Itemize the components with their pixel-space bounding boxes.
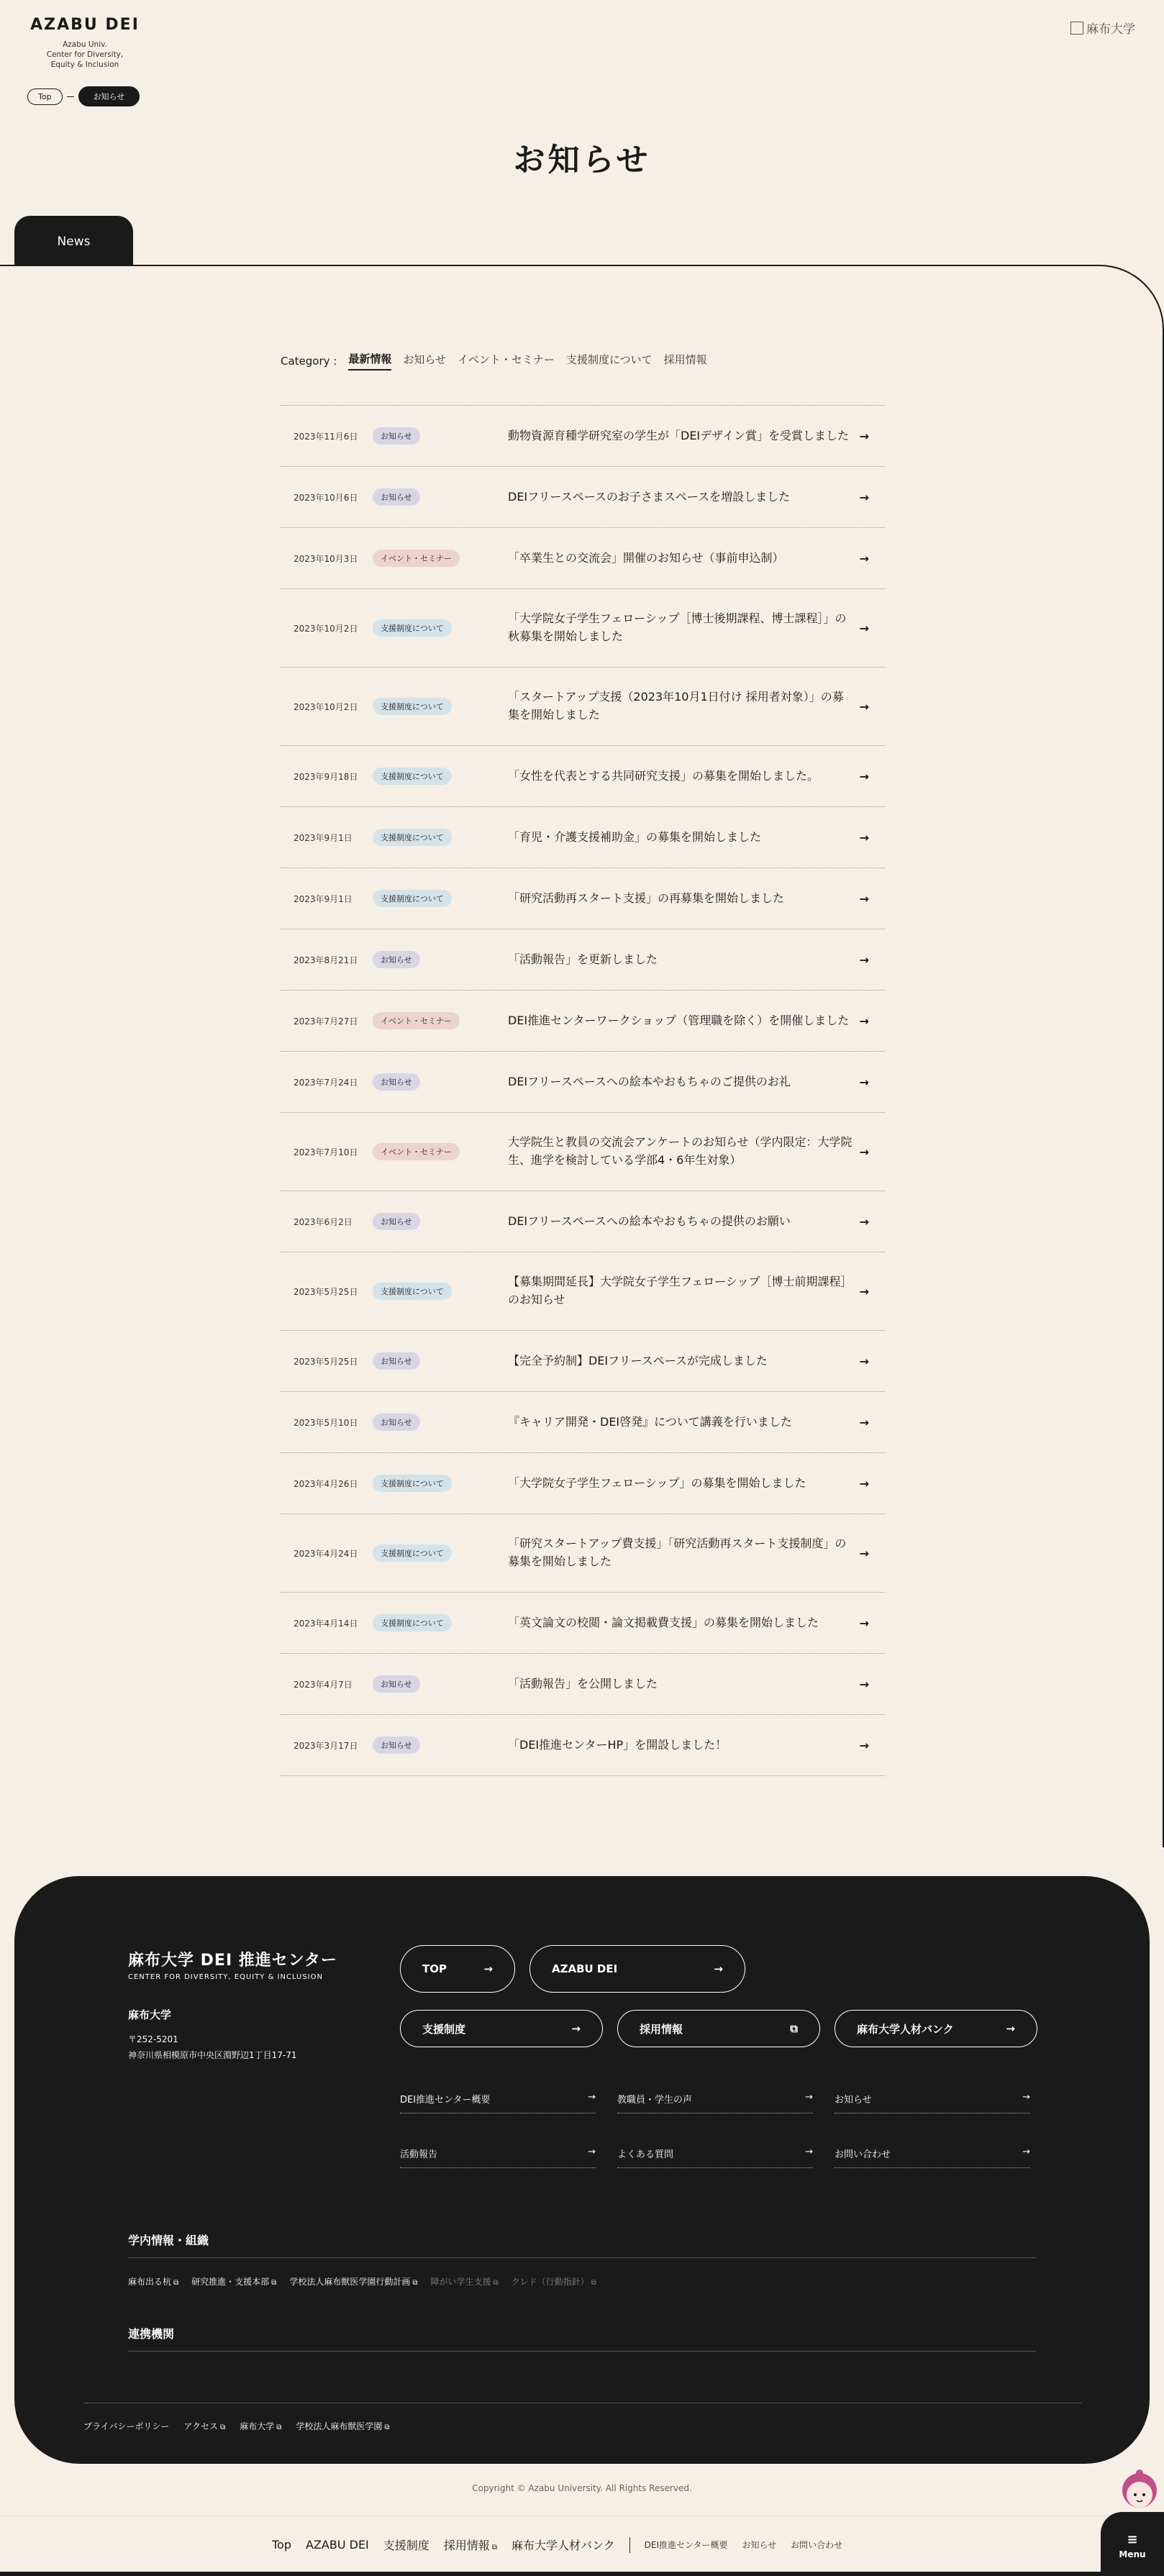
news-row[interactable]: [281, 746, 885, 807]
external-link-icon: ⧉: [220, 2423, 226, 2431]
footer-support-label: 支援制度: [422, 2022, 466, 2036]
footer-link-faq[interactable]: [617, 2147, 813, 2168]
news-title[interactable]: 大学院生と教員の交流会アンケートのお知らせ（学内限定：大学院生、進学を検討している学部4・6年生対象）: [508, 1135, 852, 1167]
bottom-nav: [0, 2516, 1164, 2572]
news-badge-wrap: [373, 951, 508, 968]
bottom-nav-news[interactable]: お知らせ: [742, 2540, 777, 2550]
news-date: 2023年10月6日: [294, 492, 358, 503]
arrow-right-icon: →: [859, 1616, 869, 1630]
arrow-right-icon: →: [859, 769, 869, 783]
arrow-right-icon: →: [859, 621, 869, 635]
divider: [629, 2537, 630, 2553]
news-badge-wrap: [373, 1143, 508, 1160]
footer-bottom-links: [83, 2420, 390, 2432]
menu-label: Menu: [1119, 2549, 1146, 2559]
news-badge-wrap: [373, 1675, 508, 1693]
hamburger-icon: ≡: [1127, 2532, 1138, 2547]
internal-link-label: 学校法人麻布獣医学園行動計画: [289, 2277, 411, 2287]
footer-top-button[interactable]: [400, 1945, 515, 1993]
footer-link-contact[interactable]: [835, 2147, 1030, 2168]
logo-subtitle: [27, 40, 142, 70]
news-date: 2023年7月10日: [294, 1147, 358, 1157]
arrow-right-icon: →: [1006, 2022, 1015, 2035]
footer-link-label: 教職員・学生の声: [617, 2095, 693, 2106]
news-date: 2023年10月2日: [294, 623, 358, 634]
arrow-right-icon: →: [859, 1738, 869, 1752]
news-badge-wrap: [373, 1073, 508, 1091]
bottom-nav-links: [272, 2536, 842, 2553]
category-badge: お知らせ: [373, 427, 420, 445]
footer-link-voices[interactable]: [617, 2092, 813, 2113]
bottom-nav-center[interactable]: DEI推進センター概要: [644, 2540, 728, 2550]
news-list: [281, 405, 885, 1776]
arrow-right-icon: →: [859, 1075, 869, 1089]
arrow-right-icon: →: [859, 1284, 869, 1298]
category-badge: お知らせ: [373, 1414, 420, 1431]
category-badge: お知らせ: [373, 1352, 420, 1370]
university-name: 麻布大学: [1086, 22, 1135, 37]
footer-street: 神奈川県相模原市中央区淵野辺1丁目17-71: [128, 2049, 297, 2060]
news-row[interactable]: [281, 1593, 885, 1654]
internal-link-label: 研究推進・支援本部: [191, 2277, 270, 2287]
arrow-right-icon: →: [571, 2022, 581, 2035]
mascot-icon: [1114, 2469, 1161, 2515]
news-badge-wrap: [373, 1283, 508, 1300]
footer-azabu-dei-button[interactable]: [529, 1945, 745, 1993]
bottom-nav-bank[interactable]: 麻布大学人材バンク: [511, 2539, 615, 2552]
internal-link[interactable]: [191, 2275, 276, 2288]
privacy-link[interactable]: プライバシーポリシー: [83, 2421, 170, 2431]
bottom-nav-recruit[interactable]: [444, 2536, 497, 2553]
arrow-right-icon: →: [859, 952, 869, 967]
news-row[interactable]: [281, 1654, 885, 1715]
news-date: 2023年4月24日: [294, 1548, 358, 1559]
news-title[interactable]: 【募集期間延長】大学院女子学生フェローシップ［博士前期課程］のお知らせ: [508, 1275, 852, 1306]
footer-support-button[interactable]: [400, 2010, 603, 2047]
news-row[interactable]: [281, 1252, 885, 1331]
category-badge: お知らせ: [373, 951, 420, 968]
logo-sub-line: Azabu Univ.: [63, 40, 107, 49]
news-row[interactable]: [281, 406, 885, 467]
news-title[interactable]: 「大学院女子学生フェローシップ［博士後期課程、博士課程］」の秋募集を開始しました: [508, 611, 847, 643]
news-date: 2023年4月7日: [294, 1679, 353, 1690]
news-title[interactable]: DEIフリースペースのお子さまスペースを増設しました: [508, 489, 791, 504]
category-event[interactable]: イベント・セミナー: [457, 353, 555, 366]
internal-link-label: クレド（行動指針）: [511, 2277, 589, 2287]
news-badge-wrap: [373, 550, 508, 567]
arrow-right-icon: →: [805, 2092, 813, 2103]
external-link-icon: ⧉: [591, 2279, 596, 2287]
news-date: 2023年5月25日: [294, 1286, 358, 1297]
footer-org: 麻布大学: [128, 2008, 172, 2021]
footer-link-label: 活動報告: [400, 2149, 438, 2160]
news-date: 2023年5月10日: [294, 1417, 358, 1428]
internal-link[interactable]: [289, 2275, 417, 2288]
news-date: 2023年4月14日: [294, 1618, 358, 1629]
bottom-nav-contact[interactable]: お問い合わせ: [791, 2540, 843, 2550]
category-badge: お知らせ: [373, 1213, 420, 1230]
news-title[interactable]: 「研究スタートアップ費支援」「研究活動再スタート支援制度」の募集を開始しました: [508, 1537, 847, 1568]
news-title[interactable]: 「DEI推進センターHP」を開設しました！: [508, 1737, 727, 1752]
arrow-right-icon: →: [588, 2147, 596, 2157]
footer-address: [128, 2006, 297, 2063]
news-date: 2023年5月25日: [294, 1356, 358, 1367]
news-title[interactable]: 『キャリア開発・DEI啓発』について講義を行いました: [508, 1414, 792, 1429]
news-title[interactable]: 動物資源育種学研究室の学生が「DEIデザイン賞」を受賞しました: [508, 428, 850, 442]
news-badge-wrap: [373, 1213, 508, 1230]
category-filter: [281, 351, 707, 370]
category-badge: 支援制度について: [373, 890, 452, 907]
bottom-nav-azabu-dei[interactable]: AZABU DEI: [306, 2538, 369, 2552]
news-title[interactable]: 「研究活動再スタート支援」の再募集を開始しました: [508, 891, 785, 905]
arrow-right-icon: →: [859, 699, 869, 714]
gakuen-link[interactable]: [296, 2420, 389, 2432]
arrow-right-icon: →: [859, 1354, 869, 1368]
category-badge: 支援制度について: [373, 768, 452, 785]
news-badge-wrap: [373, 768, 508, 785]
news-badge-wrap: [373, 1012, 508, 1029]
news-title[interactable]: 「スタートアップ支援（2023年10月1日付け 採用者対象）」の募集を開始しました: [508, 690, 844, 722]
arrow-right-icon: →: [859, 830, 869, 845]
category-badge: お知らせ: [373, 1073, 420, 1091]
news-date: 2023年6月2日: [294, 1216, 353, 1227]
news-row[interactable]: [281, 467, 885, 528]
breadcrumb-current: お知らせ: [78, 86, 140, 106]
arrow-right-icon: →: [1022, 2092, 1030, 2103]
arrow-right-icon: →: [859, 1415, 869, 1429]
arrow-right-icon: →: [483, 1962, 493, 1975]
page-title: お知らせ: [513, 142, 651, 178]
news-title[interactable]: 【完全予約制】DEIフリースペースが完成しました: [508, 1353, 768, 1367]
footer-internal-links: [128, 2275, 596, 2288]
news-title[interactable]: DEI推進センターワークショップ（管理職を除く）を開催しました: [508, 1013, 850, 1027]
logo-sub-line: Center for Diversity,: [46, 50, 124, 60]
news-badge-wrap: [373, 1737, 508, 1754]
footer-link-label: お知らせ: [835, 2095, 872, 2106]
gakuen-link-label: 学校法人麻布獣医学園: [296, 2421, 383, 2431]
internal-link-label: 障がい学生支援: [430, 2277, 491, 2287]
footer-postal: 〒252-5201: [128, 2034, 178, 2044]
arrow-right-icon: →: [805, 2147, 813, 2157]
news-date: 2023年7月27日: [294, 1016, 358, 1027]
breadcrumb: [27, 86, 140, 106]
news-row[interactable]: [281, 1514, 885, 1593]
news-row[interactable]: [281, 1453, 885, 1514]
news-row[interactable]: [281, 528, 885, 589]
news-row[interactable]: [281, 1392, 885, 1453]
news-row[interactable]: [281, 589, 885, 668]
news-row[interactable]: [281, 1331, 885, 1392]
footer-azabu-dei-label: AZABU DEI: [552, 1962, 618, 1975]
external-link-icon: ⧉: [790, 2022, 798, 2035]
footer-recruit-button[interactable]: [617, 2010, 820, 2047]
arrow-right-icon: →: [859, 1214, 869, 1229]
arrow-right-icon: →: [859, 1677, 869, 1691]
news-row[interactable]: [281, 991, 885, 1052]
news-row[interactable]: [281, 1715, 885, 1776]
footer-logo-subtitle: CENTER FOR DIVERSITY, EQUITY & INCLUSION: [128, 1973, 323, 1981]
category-recruit[interactable]: 採用情報: [663, 353, 707, 366]
footer-top-label: TOP: [422, 1962, 447, 1975]
news-title[interactable]: 「卒業生との交流会」開催のお知らせ（事前申込制）: [508, 550, 784, 565]
news-badge-wrap: [373, 698, 508, 715]
footer-link-report[interactable]: [400, 2147, 596, 2168]
news-title[interactable]: 「育児・介護支援補助金」の募集を開始しました: [508, 829, 762, 844]
news-row[interactable]: [281, 1052, 885, 1113]
category-badge: 支援制度について: [373, 829, 452, 846]
footer-link-news[interactable]: [835, 2092, 1030, 2113]
news-row[interactable]: [281, 1113, 885, 1191]
category-support[interactable]: 支援制度について: [565, 353, 653, 366]
arrow-right-icon: →: [859, 551, 869, 565]
news-date: 2023年11月6日: [294, 431, 358, 442]
news-badge-wrap: [373, 1544, 508, 1562]
news-title[interactable]: 「英文論文の校閲・論文掲載費支援」の募集を開始しました: [508, 1615, 819, 1629]
access-link-label: アクセス: [183, 2421, 219, 2431]
footer: [14, 1876, 1150, 2464]
access-link[interactable]: [183, 2420, 225, 2432]
news-badge-wrap: [373, 1414, 508, 1431]
news-date: 2023年9月1日: [294, 832, 353, 843]
external-link-icon: ⧉: [271, 2279, 277, 2287]
site-logo[interactable]: [27, 16, 142, 70]
arrow-right-icon: →: [859, 490, 869, 504]
news-title[interactable]: 「女性を代表とする共同研究支援」の募集を開始しました。: [508, 768, 819, 783]
breadcrumb-separator: [67, 96, 74, 97]
internal-link-label: 麻布出る杭: [128, 2277, 172, 2287]
news-date: 2023年4月26日: [294, 1478, 358, 1489]
news-badge-wrap: [373, 427, 508, 445]
news-badge-wrap: [373, 1352, 508, 1370]
news-badge-wrap: [373, 488, 508, 506]
news-badge-wrap: [373, 829, 508, 846]
arrow-right-icon: →: [1022, 2147, 1030, 2157]
news-row[interactable]: [281, 868, 885, 929]
menu-button[interactable]: [1101, 2512, 1164, 2576]
category-badge: 支援制度について: [373, 698, 452, 715]
news-title[interactable]: DEIフリースペースへの絵本やおもちゃのご提供のお礼: [508, 1074, 791, 1088]
category-badge: 支援制度について: [373, 1544, 452, 1562]
footer-bank-label: 麻布大学人材バンク: [857, 2022, 954, 2036]
news-badge-wrap: [373, 1475, 508, 1492]
news-date: 2023年10月2日: [294, 701, 358, 712]
bottom-nav-top[interactable]: Top: [272, 2538, 291, 2552]
external-link-icon: ⧉: [491, 2544, 497, 2552]
arrow-right-icon: →: [859, 1546, 869, 1560]
footer-link-label: お問い合わせ: [835, 2149, 891, 2160]
category-badge: 支援制度について: [373, 1283, 452, 1300]
external-link-icon: ⧉: [493, 2279, 499, 2287]
news-date: 2023年3月17日: [294, 1740, 358, 1751]
category-badge: イベント・セミナー: [373, 1012, 460, 1029]
arrow-right-icon: →: [859, 1144, 869, 1159]
bottom-bar: [0, 2572, 1164, 2576]
external-link-icon: ⧉: [412, 2279, 418, 2287]
footer-recruit-label: 採用情報: [640, 2022, 683, 2036]
arrow-right-icon: →: [859, 891, 869, 906]
category-badge: お知らせ: [373, 488, 420, 506]
external-link-icon: ⧉: [384, 2423, 390, 2431]
internal-link[interactable]: [511, 2275, 596, 2288]
azabu-univ-link[interactable]: [240, 2420, 281, 2432]
news-title[interactable]: DEIフリースペースへの絵本やおもちゃの提供のお願い: [508, 1214, 791, 1228]
footer-link-center[interactable]: [400, 2092, 596, 2113]
category-badge: お知らせ: [373, 1675, 420, 1693]
arrow-right-icon: →: [859, 1476, 869, 1490]
news-badge-wrap: [373, 1614, 508, 1631]
news-title[interactable]: 「大学院女子学生フェローシップ」の募集を開始しました: [508, 1475, 806, 1490]
university-logo[interactable]: [1070, 19, 1135, 37]
tab-news: News: [14, 216, 133, 266]
footer-link-label: DEI推進センター概要: [400, 2095, 491, 2106]
arrow-right-icon: →: [588, 2092, 596, 2103]
category-latest[interactable]: 最新情報: [348, 351, 391, 370]
bottom-nav-recruit-label: 採用情報: [443, 2539, 490, 2552]
footer-link-label: よくある質問: [617, 2149, 674, 2160]
bottom-nav-support[interactable]: 支援制度: [383, 2539, 429, 2552]
news-date: 2023年7月24日: [294, 1077, 358, 1088]
internal-link[interactable]: [128, 2275, 178, 2288]
logo-sub-line: Equity & Inclusion: [50, 60, 119, 70]
news-row[interactable]: [281, 1191, 885, 1252]
category-badge: 支援制度について: [373, 1614, 452, 1631]
category-badge: 支援制度について: [373, 619, 452, 637]
news-badge-wrap: [373, 619, 508, 637]
footer-partners-title: 連携機関: [128, 2327, 175, 2341]
category-badge: イベント・セミナー: [373, 550, 460, 567]
footer-logo[interactable]: [128, 1948, 337, 1981]
news-date: 2023年9月18日: [294, 771, 358, 782]
category-notice[interactable]: お知らせ: [403, 353, 446, 366]
external-link-icon: ⧉: [173, 2279, 179, 2287]
azabu-univ-link-label: 麻布大学: [240, 2421, 275, 2431]
footer-logo-title: 麻布大学 DEI 推進センター: [128, 1952, 337, 1970]
news-row[interactable]: [281, 929, 885, 991]
footer-bank-button[interactable]: [835, 2010, 1037, 2047]
breadcrumb-top[interactable]: Top: [27, 88, 63, 105]
arrow-right-icon: →: [714, 1962, 723, 1975]
divider: [128, 2351, 1036, 2352]
internal-link[interactable]: [430, 2275, 498, 2288]
category-label: Category :: [281, 354, 337, 368]
category-badge: 支援制度について: [373, 1475, 452, 1492]
logo-text: AZABU DEI: [30, 16, 140, 34]
news-date: 2023年8月21日: [294, 955, 358, 965]
divider: [128, 2257, 1036, 2258]
news-date: 2023年10月3日: [294, 553, 358, 564]
news-row[interactable]: [281, 807, 885, 868]
logo-mark: [27, 16, 142, 34]
arrow-right-icon: →: [859, 429, 869, 443]
category-badge: お知らせ: [373, 1737, 420, 1754]
news-badge-wrap: [373, 890, 508, 907]
university-seal-icon: [1070, 22, 1083, 35]
news-title[interactable]: 「活動報告」を公開しました: [508, 1676, 658, 1690]
copyright: Copyright © Azabu University. All Rights Reserved.: [472, 2483, 692, 2493]
footer-internal-title: 学内情報・組織: [128, 2234, 209, 2247]
external-link-icon: ⧉: [276, 2423, 282, 2431]
news-title[interactable]: 「活動報告」を更新しました: [508, 952, 658, 966]
arrow-right-icon: →: [859, 1014, 869, 1028]
news-row[interactable]: [281, 668, 885, 746]
category-badge: イベント・セミナー: [373, 1143, 460, 1160]
news-date: 2023年9月1日: [294, 893, 353, 904]
